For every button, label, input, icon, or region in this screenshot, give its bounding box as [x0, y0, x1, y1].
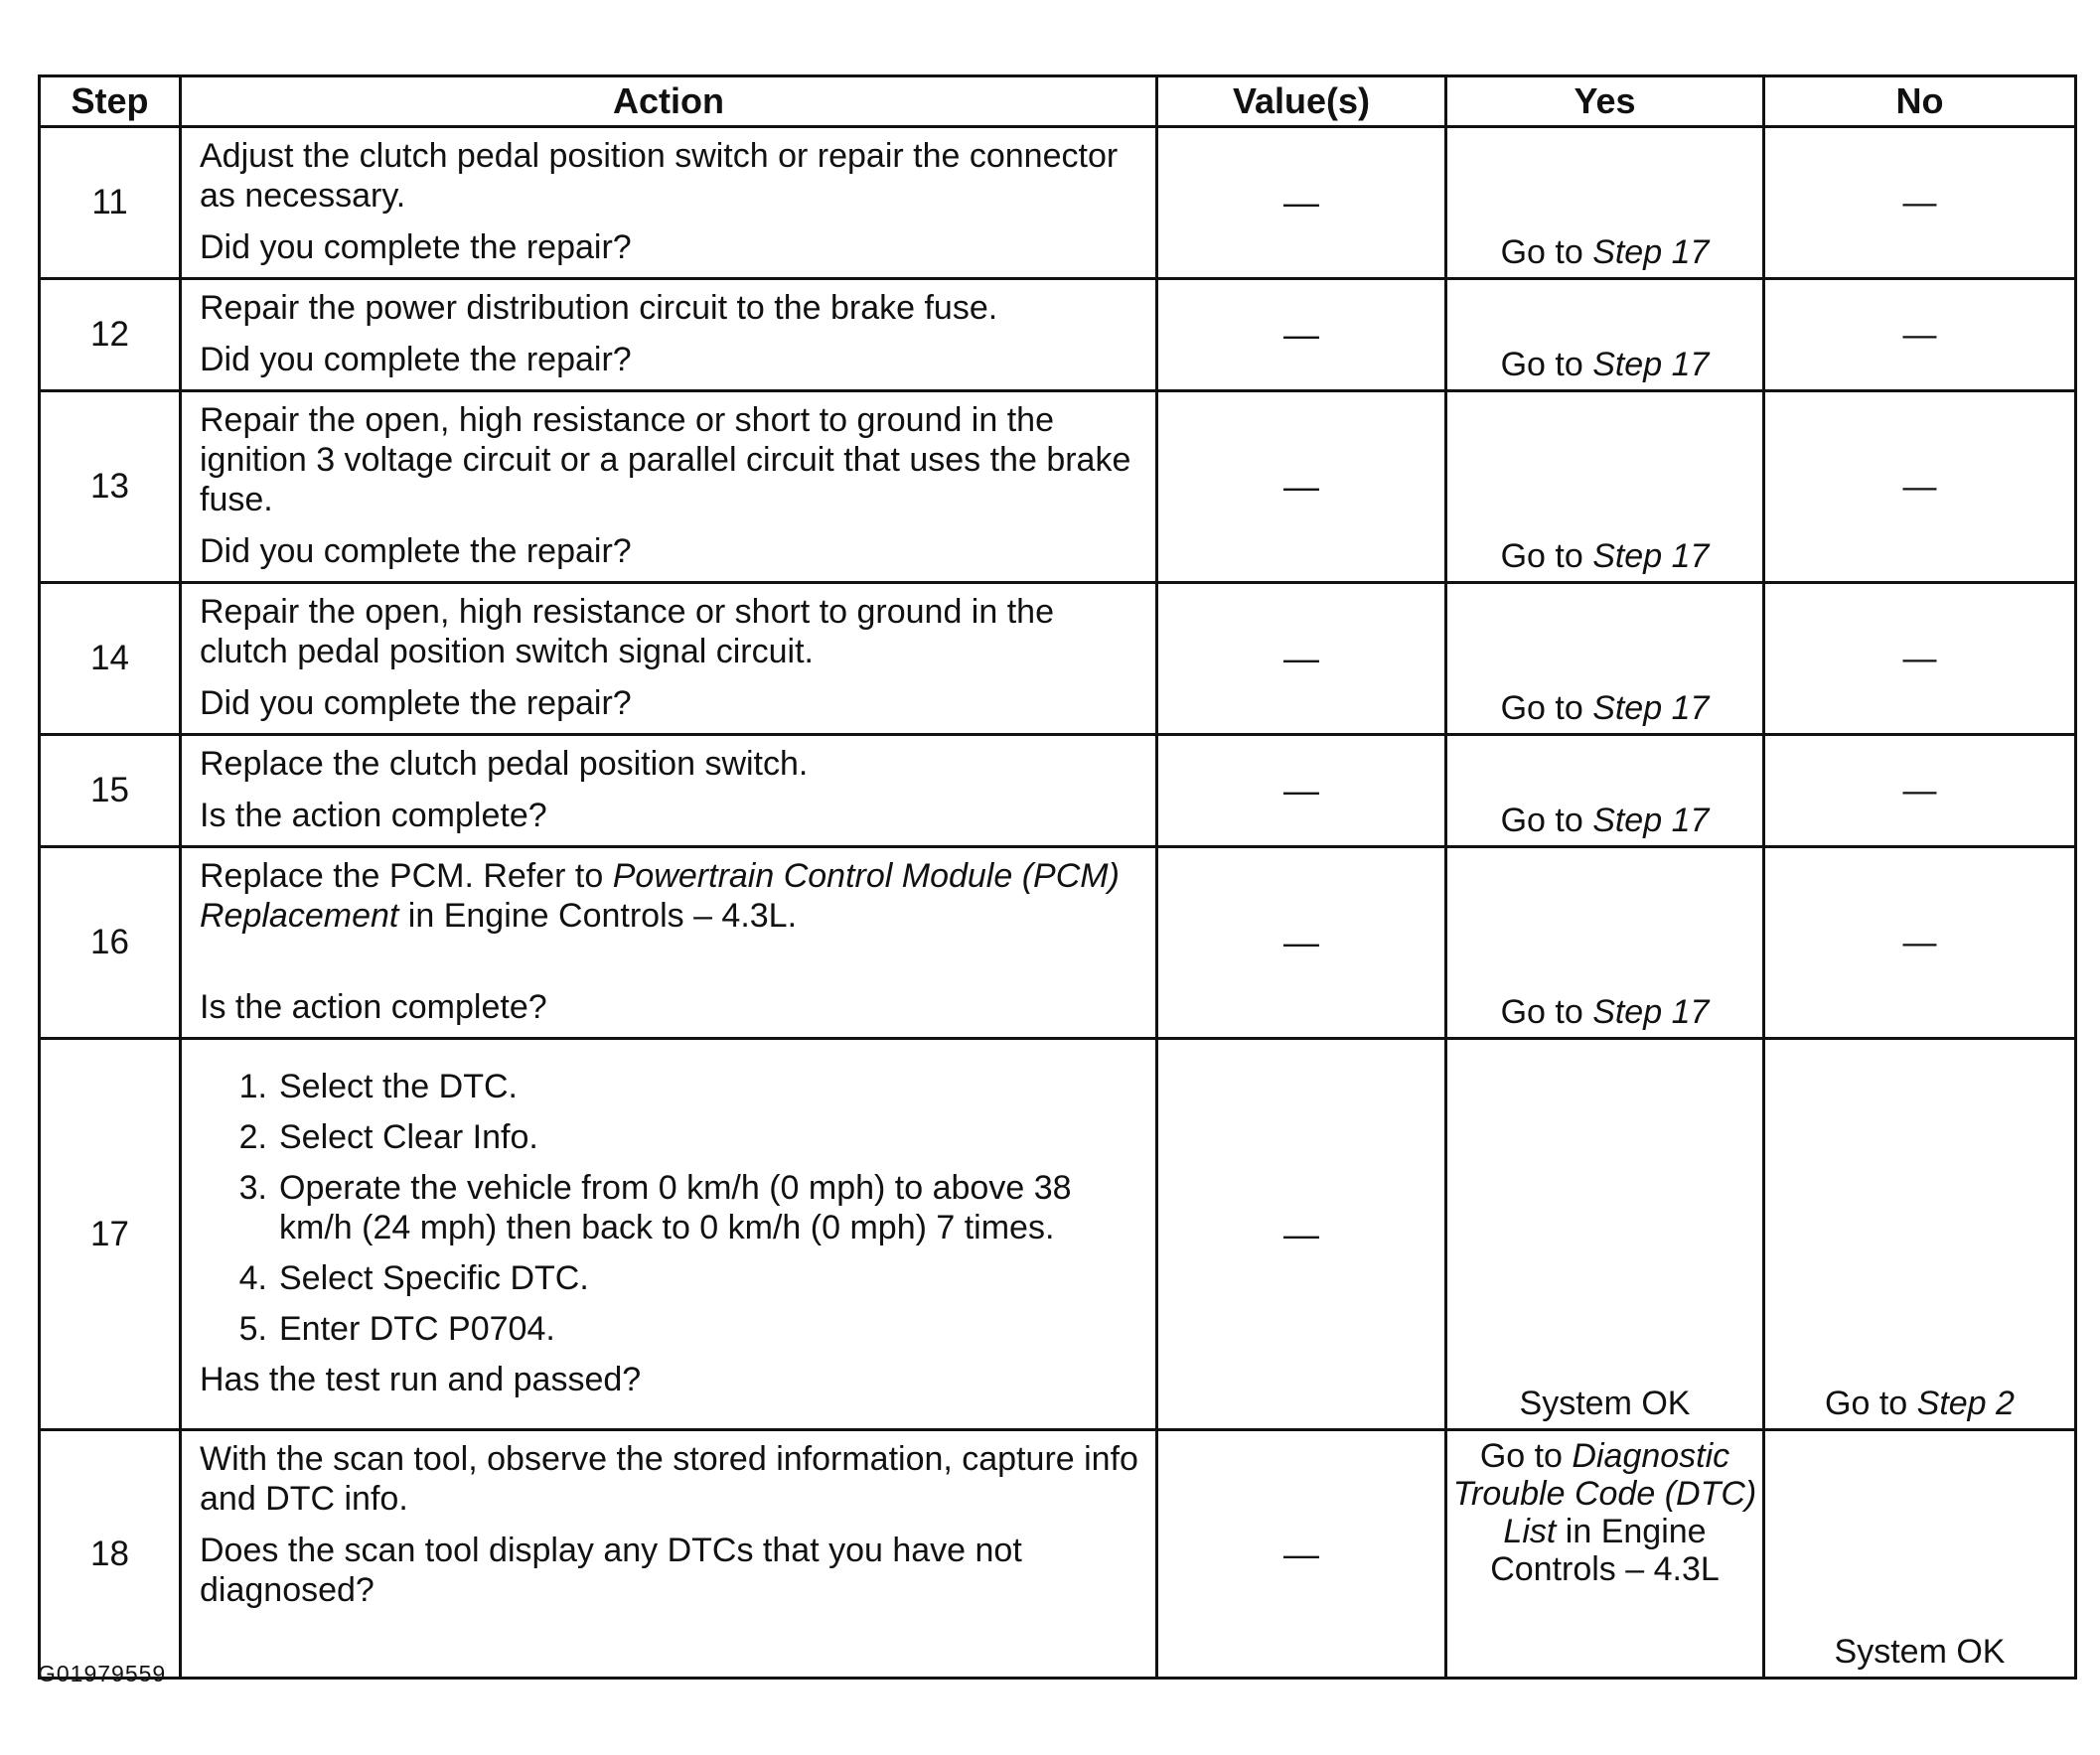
step-number: 12: [40, 279, 181, 391]
yes-prefix: Go to: [1500, 802, 1593, 839]
diagnostic-table-container: [38, 74, 2074, 1680]
yes-prefix: Go to: [1479, 1437, 1573, 1475]
action-cell: [181, 735, 1157, 847]
table-row-step-15: [40, 735, 2076, 847]
list-item: [200, 1168, 1139, 1247]
procedure-list: [200, 1067, 1139, 1349]
list-item: [200, 1258, 1139, 1298]
no-cell: System OK: [1764, 1430, 2076, 1679]
header-values: Value(s): [1157, 76, 1446, 127]
action-text: [200, 856, 1139, 936]
yes-step-link[interactable]: Step 17: [1592, 802, 1710, 839]
pcm-replacement-link[interactable]: Powertrain Control Module (PCM) Replacement: [200, 857, 1120, 935]
no-cell: —: [1764, 279, 2076, 391]
no-cell: —: [1764, 583, 2076, 735]
action-question: Did you complete the repair?: [200, 532, 632, 570]
action-cell: [181, 1430, 1157, 1679]
list-item: [200, 1309, 1139, 1349]
dtc-list-link[interactable]: Diagnostic Trouble Code (DTC) List: [1452, 1437, 1757, 1550]
table-row-step-12: [40, 279, 2076, 391]
value-cell: —: [1157, 735, 1446, 847]
yes-step-link[interactable]: Step 17: [1592, 346, 1710, 383]
table-row-step-11: [40, 127, 2076, 279]
action-question: Is the action complete?: [200, 988, 547, 1026]
header-yes: Yes: [1446, 76, 1764, 127]
action-question: Did you complete the repair?: [200, 684, 632, 722]
list-item-text: Operate the vehicle from 0 km/h (0 mph) to above 38 km/h (24 mph) then back to 0 km/h (0 mph) 7 times.: [279, 1169, 1072, 1246]
yes-step-link[interactable]: Step 17: [1592, 537, 1710, 575]
action-text: Adjust the clutch pedal position switch or repair the connector as necessary.: [200, 137, 1119, 215]
table-row-step-17: [40, 1039, 2076, 1430]
yes-step-link[interactable]: Step 17: [1592, 233, 1710, 271]
list-item-text: Select the DTC.: [279, 1068, 518, 1105]
action-question: Did you complete the repair?: [200, 341, 632, 378]
no-cell: —: [1764, 127, 2076, 279]
action-cell: [181, 583, 1157, 735]
action-text: With the scan tool, observe the stored information, capture info and DTC info.: [200, 1440, 1138, 1518]
list-item-number: 3.: [238, 1169, 267, 1207]
figure-id: G01979559: [38, 1661, 167, 1686]
yes-cell: [1446, 847, 1764, 1039]
header-no: No: [1764, 76, 2076, 127]
yes-prefix: Go to: [1500, 346, 1593, 383]
step-number: 11: [40, 127, 181, 279]
yes-cell: [1446, 127, 1764, 279]
no-cell: [1764, 1039, 2076, 1430]
action-cell: [181, 127, 1157, 279]
step-number: 16: [40, 847, 181, 1039]
list-item: [200, 1117, 1139, 1157]
action-question: Has the test run and passed?: [200, 1361, 642, 1398]
no-prefix: Go to: [1825, 1385, 1917, 1422]
action-cell: [181, 391, 1157, 583]
action-text: Replace the clutch pedal position switch.: [200, 745, 809, 783]
yes-cell: [1446, 735, 1764, 847]
action-cell: [181, 847, 1157, 1039]
yes-step-link[interactable]: Step 17: [1592, 689, 1710, 727]
value-cell: —: [1157, 583, 1446, 735]
yes-cell: [1446, 1430, 1764, 1679]
table-row-step-13: [40, 391, 2076, 583]
table-row-step-14: [40, 583, 2076, 735]
yes-step-link[interactable]: Step 17: [1592, 993, 1710, 1031]
list-item-number: 1.: [238, 1068, 267, 1105]
yes-prefix: Go to: [1500, 233, 1593, 271]
list-item-number: 5.: [238, 1310, 267, 1348]
yes-prefix: Go to: [1500, 537, 1593, 575]
list-item-number: 4.: [238, 1259, 267, 1297]
table-row-step-16: [40, 847, 2076, 1039]
yes-cell: [1446, 279, 1764, 391]
yes-cell: System OK: [1446, 1039, 1764, 1430]
list-item: [200, 1067, 1139, 1106]
value-cell: —: [1157, 1039, 1446, 1430]
value-cell: —: [1157, 127, 1446, 279]
step-number: 18: [40, 1430, 181, 1679]
list-item-number: 2.: [238, 1118, 267, 1156]
no-cell: —: [1764, 735, 2076, 847]
yes-cell: [1446, 583, 1764, 735]
no-cell: —: [1764, 391, 2076, 583]
value-cell: —: [1157, 847, 1446, 1039]
action-text-prefix: Replace the PCM. Refer to: [200, 857, 613, 895]
action-text: Repair the open, high resistance or short to ground in the clutch pedal position switch signal circuit.: [200, 593, 1054, 670]
step-number: 13: [40, 391, 181, 583]
header-action: Action: [181, 76, 1157, 127]
action-text: Repair the open, high resistance or short to ground in the ignition 3 voltage circuit or a parallel circuit that uses the brake fuse.: [200, 401, 1131, 518]
list-item-text: Select Clear Info.: [279, 1118, 538, 1156]
action-question: Did you complete the repair?: [200, 228, 632, 266]
list-item-text: Enter DTC P0704.: [279, 1310, 555, 1348]
table-row-step-18: [40, 1430, 2076, 1679]
step-number: 15: [40, 735, 181, 847]
no-cell: —: [1764, 847, 2076, 1039]
value-cell: —: [1157, 391, 1446, 583]
action-question: Is the action complete?: [200, 797, 547, 834]
action-cell: [181, 279, 1157, 391]
yes-prefix: Go to: [1500, 993, 1593, 1031]
no-step-link[interactable]: Step 2: [1916, 1385, 2015, 1422]
yes-cell: [1446, 391, 1764, 583]
action-cell: [181, 1039, 1157, 1430]
yes-suffix: in Engine Controls – 4.3L: [1490, 1513, 1720, 1588]
yes-prefix: Go to: [1500, 689, 1593, 727]
action-text: Repair the power distribution circuit to the brake fuse.: [200, 289, 998, 327]
list-item-text: Select Specific DTC.: [279, 1259, 589, 1297]
step-number: 14: [40, 583, 181, 735]
value-cell: —: [1157, 279, 1446, 391]
header-step: Step: [40, 76, 181, 127]
diagnostic-steps-table: [38, 74, 2077, 1680]
action-text-suffix: in Engine Controls – 4.3L.: [398, 897, 798, 935]
action-question: Does the scan tool display any DTCs that you have not diagnosed?: [200, 1532, 1022, 1609]
table-header-row: [40, 76, 2076, 127]
value-cell: —: [1157, 1430, 1446, 1679]
step-number: 17: [40, 1039, 181, 1430]
